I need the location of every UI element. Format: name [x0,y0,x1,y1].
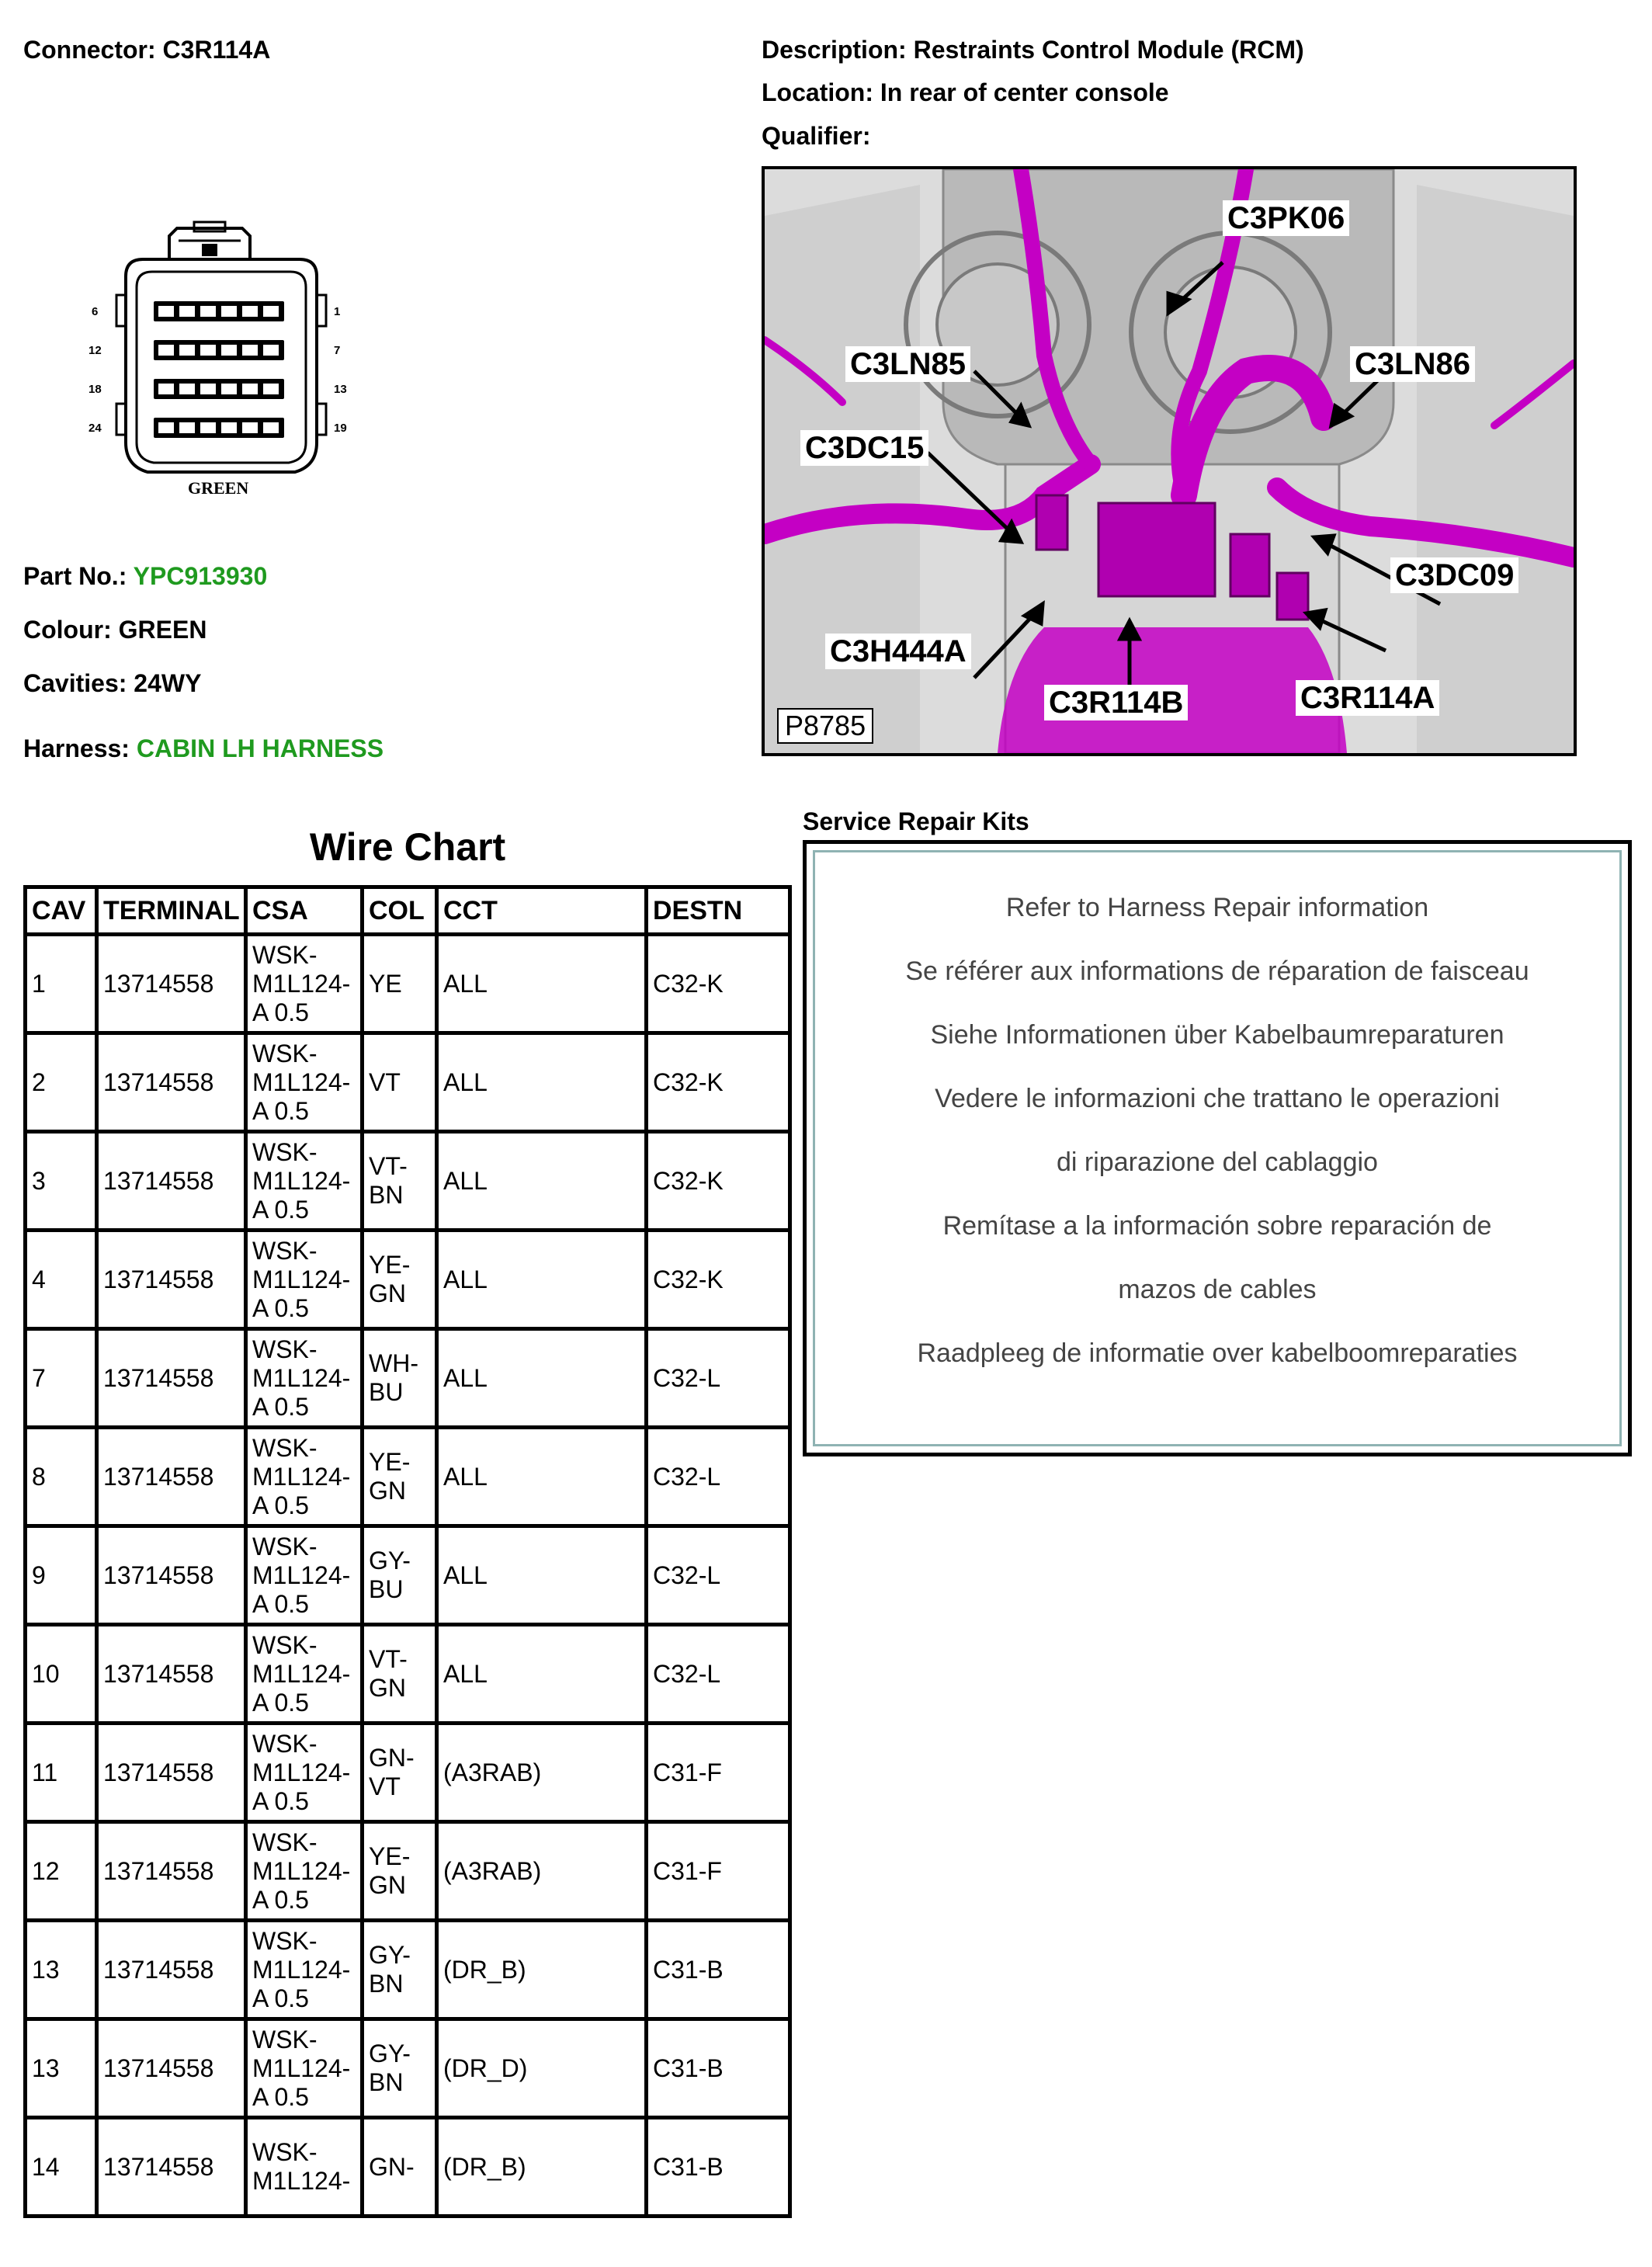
cell-terminal: 13714558 [97,1428,246,1526]
harness-label: Harness: [23,734,130,762]
table-row [26,1526,790,1625]
table-row [26,1033,790,1132]
table-row [26,1428,790,1526]
part-number-link[interactable]: YPC913930 [133,562,268,590]
cell-csa: WSK-M1L124-A 0.5 [246,1526,363,1625]
service-line: Se référer aux informations de réparation de faisceau [905,956,1529,986]
cell-cct: ALL [437,1428,647,1526]
col-header-col: COL [363,887,437,935]
service-line: mazos de cables [1118,1275,1317,1304]
pin-number: 24 [88,422,102,435]
cell-terminal: 13714558 [97,1625,246,1724]
col-header-csa: CSA [246,887,363,935]
cell-cav: 1 [26,935,97,1033]
part-number-label: Part No.: [23,562,127,590]
pin-number: 19 [334,422,347,435]
cell-destn: C32-K [647,1132,790,1231]
cell-cav: 8 [26,1428,97,1526]
col-header-cct: CCT [437,887,647,935]
callout-c3ln86: C3LN86 [1350,346,1475,382]
location-value: In rear of center console [880,78,1169,106]
colour-value: GREEN [118,616,207,644]
cell-destn: C32-L [647,1625,790,1724]
cell-cav: 9 [26,1526,97,1625]
table-row [26,1625,790,1724]
part-number [23,562,267,591]
cell-cct: ALL [437,1231,647,1329]
colour [23,616,206,644]
table-row [26,935,790,1033]
table-row [26,1822,790,1921]
callout-c3h444a: C3H444A [825,634,971,669]
cell-cct: (A3RAB) [437,1724,647,1822]
cell-csa: WSK-M1L124-A 0.5 [246,1132,363,1231]
cell-terminal: 13714558 [97,1921,246,2019]
pin-number: 18 [88,383,102,396]
cell-terminal: 13714558 [97,1822,246,1921]
qualifier-label: Qualifier: [762,122,871,150]
connector-face-svg [78,210,388,512]
wire-chart-title: Wire Chart [309,825,506,869]
location [762,78,1169,107]
pin-number: 6 [92,305,99,318]
service-repair-box [803,840,1632,1456]
cell-csa: WSK-M1L124-A 0.5 [246,935,363,1033]
cell-destn: C31-B [647,2019,790,2118]
cell-cct: ALL [437,1132,647,1231]
table-row [26,1724,790,1822]
cavities-label: Cavities: [23,669,127,697]
cell-col: GN- [363,2118,437,2217]
cell-terminal: 13714558 [97,1132,246,1231]
cell-cav: 13 [26,1921,97,2019]
callout-c3dc09: C3DC09 [1390,557,1518,593]
harness [23,734,384,763]
description-label: Description: [762,36,907,64]
cell-cav: 3 [26,1132,97,1231]
cell-col: YE-GN [363,1231,437,1329]
cell-destn: C32-L [647,1329,790,1428]
cell-cct: (DR_D) [437,2019,647,2118]
qualifier [762,122,870,151]
callout-c3dc15: C3DC15 [800,430,928,466]
cell-col: YE [363,935,437,1033]
service-repair-inner [813,850,1622,1446]
cell-destn: C31-F [647,1724,790,1822]
cell-destn: C31-B [647,1921,790,2019]
col-header-terminal: TERMINAL [97,887,246,935]
cell-csa: WSK-M1L124-A 0.5 [246,1724,363,1822]
service-repair-title: Service Repair Kits [803,807,1029,835]
pin-number: 13 [334,383,347,396]
service-line: Vedere le informazioni che trattano le operazioni [935,1084,1500,1113]
cell-col: VT [363,1033,437,1132]
cell-destn: C32-L [647,1526,790,1625]
wire-chart-body [26,935,790,2217]
table-row [26,2118,790,2217]
cell-csa: WSK-M1L124-A 0.5 [246,1625,363,1724]
cell-destn: C32-L [647,1428,790,1526]
cell-cav: 12 [26,1822,97,1921]
cell-destn: C32-K [647,1033,790,1132]
cell-col: YE-GN [363,1428,437,1526]
wire-chart-table [23,885,792,2218]
cell-cav: 13 [26,2019,97,2118]
pin-number: 1 [334,305,341,318]
cell-csa: WSK-M1L124-A 0.5 [246,1921,363,2019]
cell-csa: WSK-M1L124-A 0.5 [246,1329,363,1428]
cell-csa: WSK-M1L124- [246,2118,363,2217]
cell-cct: ALL [437,1625,647,1724]
pin-number: 12 [88,344,102,357]
cell-col: GY-BU [363,1526,437,1625]
cell-cct: (DR_B) [437,2118,647,2217]
service-line: Remítase a la información sobre reparación de [942,1211,1492,1241]
cell-csa: WSK-M1L124-A 0.5 [246,2019,363,2118]
table-row [26,1132,790,1231]
callout-c3ln85: C3LN85 [845,346,970,382]
cell-terminal: 13714558 [97,2118,246,2217]
cell-destn: C32-K [647,935,790,1033]
table-row [26,2019,790,2118]
cell-cav: 2 [26,1033,97,1132]
cell-csa: WSK-M1L124-A 0.5 [246,1231,363,1329]
callout-c3r114a: C3R114A [1296,680,1439,716]
service-line: Raadpleeg de informatie over kabelboomreparaties [917,1338,1518,1368]
cavities [23,669,201,698]
cell-cav: 10 [26,1625,97,1724]
cell-cct: ALL [437,935,647,1033]
callout-c3pk06: C3PK06 [1223,200,1349,236]
cell-cav: 4 [26,1231,97,1329]
col-header-destn: DESTN [647,887,790,935]
cell-cav: 7 [26,1329,97,1428]
cell-cav: 11 [26,1724,97,1822]
cell-csa: WSK-M1L124-A 0.5 [246,1822,363,1921]
cell-terminal: 13714558 [97,1231,246,1329]
cell-terminal: 13714558 [97,935,246,1033]
cell-cav: 14 [26,2118,97,2217]
cell-col: YE-GN [363,1822,437,1921]
cell-col: WH-BU [363,1329,437,1428]
cell-csa: WSK-M1L124-A 0.5 [246,1428,363,1526]
service-line: di riparazione del cablaggio [1057,1147,1378,1177]
cell-terminal: 13714558 [97,1526,246,1625]
cell-terminal: 13714558 [97,1329,246,1428]
connector-id [23,36,270,64]
harness-link[interactable]: CABIN LH HARNESS [136,734,384,762]
colour-label: Colour: [23,616,112,644]
cell-terminal: 13714558 [97,1033,246,1132]
cell-destn: C31-F [647,1822,790,1921]
description-value: Restraints Control Module (RCM) [913,36,1304,64]
cell-destn: C32-K [647,1231,790,1329]
location-photo [762,166,1577,756]
cell-destn: C31-B [647,2118,790,2217]
cell-cct: ALL [437,1526,647,1625]
callout-c3r114b: C3R114B [1044,685,1188,720]
table-row [26,1231,790,1329]
cell-col: VT-GN [363,1625,437,1724]
cell-csa: WSK-M1L124-A 0.5 [246,1033,363,1132]
cell-col: GY-BN [363,2019,437,2118]
service-line: Siehe Informationen über Kabelbaumreparaturen [930,1020,1504,1050]
table-header-row [26,887,790,935]
cell-cct: (DR_B) [437,1921,647,2019]
cell-col: GN-VT [363,1724,437,1822]
pin-number: 7 [334,344,341,357]
connector-face-drawing [78,210,388,512]
cell-col: GY-BN [363,1921,437,2019]
cell-terminal: 13714558 [97,1724,246,1822]
connector-colour-text: GREEN [188,478,249,498]
location-label: Location: [762,78,873,106]
cell-cct: (A3RAB) [437,1822,647,1921]
photo-reference: P8785 [777,708,873,744]
cell-terminal: 13714558 [97,2019,246,2118]
cell-cct: ALL [437,1329,647,1428]
service-line: Refer to Harness Repair information [1005,893,1429,922]
connector-value: C3R114A [162,36,271,64]
cavities-value: 24WY [134,669,202,697]
description [762,36,1304,64]
cell-cct: ALL [437,1033,647,1132]
connector-label: Connector: [23,36,156,64]
table-row [26,1921,790,2019]
table-row [26,1329,790,1428]
col-header-cav: CAV [26,887,97,935]
cell-col: VT-BN [363,1132,437,1231]
